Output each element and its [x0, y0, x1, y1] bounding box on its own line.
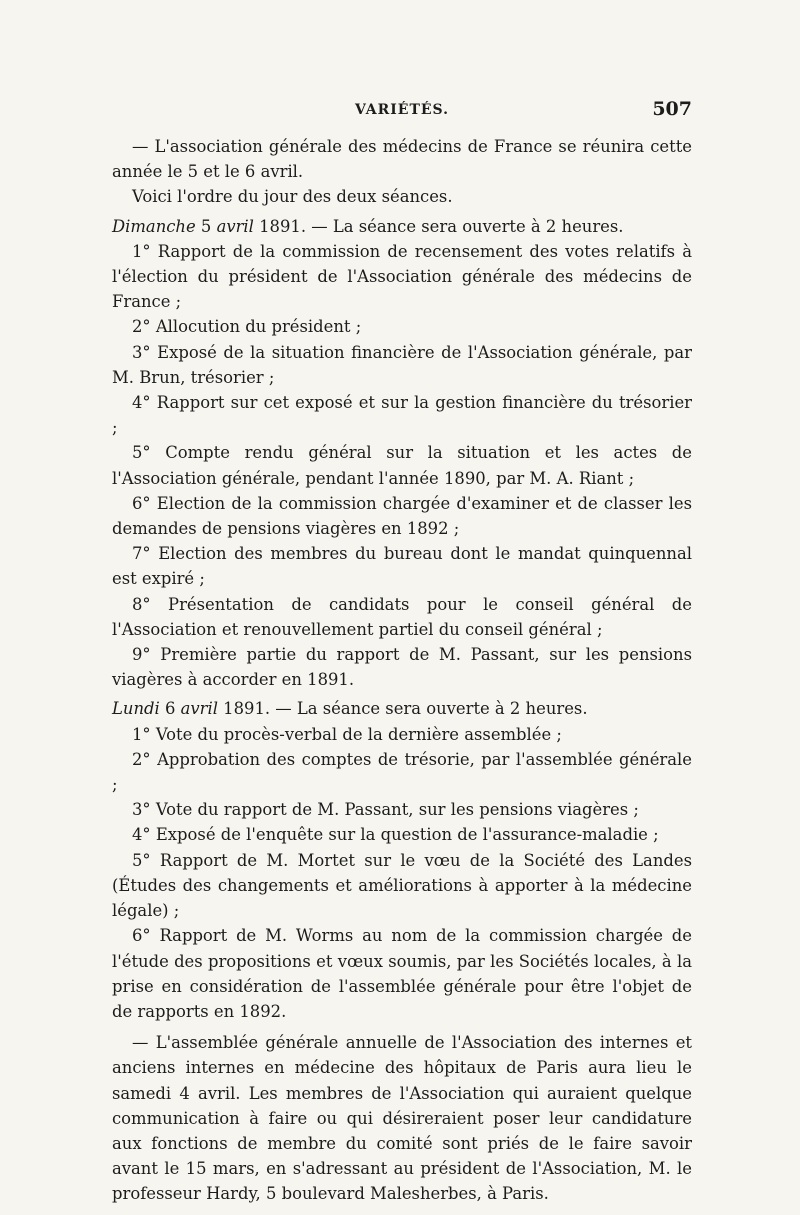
- day1-item: 4° Rapport sur cet exposé et sur la gestion financière du trésorier ;: [112, 393, 692, 438]
- day1-item: 6° Election de la commission chargée d'examiner et de classer les demandes de pensions viagères en 1892 ;: [112, 493, 692, 539]
- day1-weekday: Dimanche: [112, 216, 196, 236]
- day2-rest: 1891. — La séance sera ouverte à 2 heures.: [217, 699, 588, 719]
- agenda-intro: Voici l'ordre du jour des deux séances.: [132, 187, 453, 207]
- day1-item: 9° Première partie du rapport de M. Passant, sur les pensions viagères à accorder en 1891.: [112, 645, 692, 690]
- page-body: [112, 134, 692, 1207]
- day2-item: 3° Vote du rapport de M. Passant, sur les pensions viagères ;: [132, 800, 639, 820]
- day1-month: avril: [216, 216, 254, 236]
- day1-item: 3° Exposé de la situation financière de l'Association générale, par M. Brun, trésorier ;: [112, 342, 692, 387]
- day2-weekday: Lundi: [112, 699, 160, 719]
- page-header: [112, 98, 692, 128]
- day2-item: 6° Rapport de M. Worms au nom de la commission chargée de l'étude des propositions et vœux soumis, par les Sociétés locales, à la prise en considération de l'assemblée générale pour être l'objet de de rapports en 1892.: [112, 926, 692, 1021]
- day2-month: avril: [180, 699, 218, 719]
- day1-day: 5: [195, 216, 217, 236]
- day1-item: 1° Rapport de la commission de recensement des votes relatifs à l'élection du président de l'Association générale des médecins de France ;: [112, 241, 692, 312]
- day2-item: 2° Approbation des comptes de trésorie, par l'assemblée générale ;: [112, 749, 692, 795]
- closing-paragraph: — L'assemblée générale annuelle de l'Association des internes et anciens internes en médecine des hôpitaux de Paris aura lieu le samedi 4 avril. Les membres de l'Association qui auraient quelque communication à faire ou qui désireraient poser leur candidature aux fonctions de membre du comité sont priés de le faire savoir avant le 15 mars, en s'adressant au président de l'Association, M. le professeur Hardy, 5 boulevard Malesherbes, à Paris.: [112, 1033, 692, 1204]
- day2-heading: [112, 696, 692, 721]
- day1-rest: 1891. — La séance sera ouverte à 2 heures.: [253, 216, 624, 236]
- day1-item: 5° Compte rendu général sur la situation et les actes de l'Association générale, pendant l'année 1890, par M. A. Riant ;: [112, 443, 692, 488]
- day1-item: 2° Allocution du président ;: [132, 317, 362, 337]
- day2-item: 4° Exposé de l'enquête sur la question de l'assurance-maladie ;: [132, 825, 659, 845]
- day2-item: 1° Vote du procès-verbal de la dernière assemblée ;: [132, 724, 562, 744]
- day1-item: 8° Présentation de candidats pour le conseil général de l'Association et renouvellement partiel du conseil général ;: [112, 594, 692, 639]
- day2-day: 6: [159, 699, 181, 719]
- page-number: 507: [652, 98, 692, 120]
- intro-paragraph: — L'association générale des médecins de France se réunira cette année le 5 et le 6 avril.: [112, 137, 692, 182]
- day2-item: 5° Rapport de M. Mortet sur le vœu de la Société des Landes (Études des changements et améliorations à apporter à la médecine légale) ;: [112, 850, 692, 921]
- day1-heading: [112, 214, 692, 239]
- day1-item: 7° Election des membres du bureau dont le mandat quinquennal est expiré ;: [112, 544, 692, 589]
- running-title: VARIÉTÉS.: [354, 102, 450, 118]
